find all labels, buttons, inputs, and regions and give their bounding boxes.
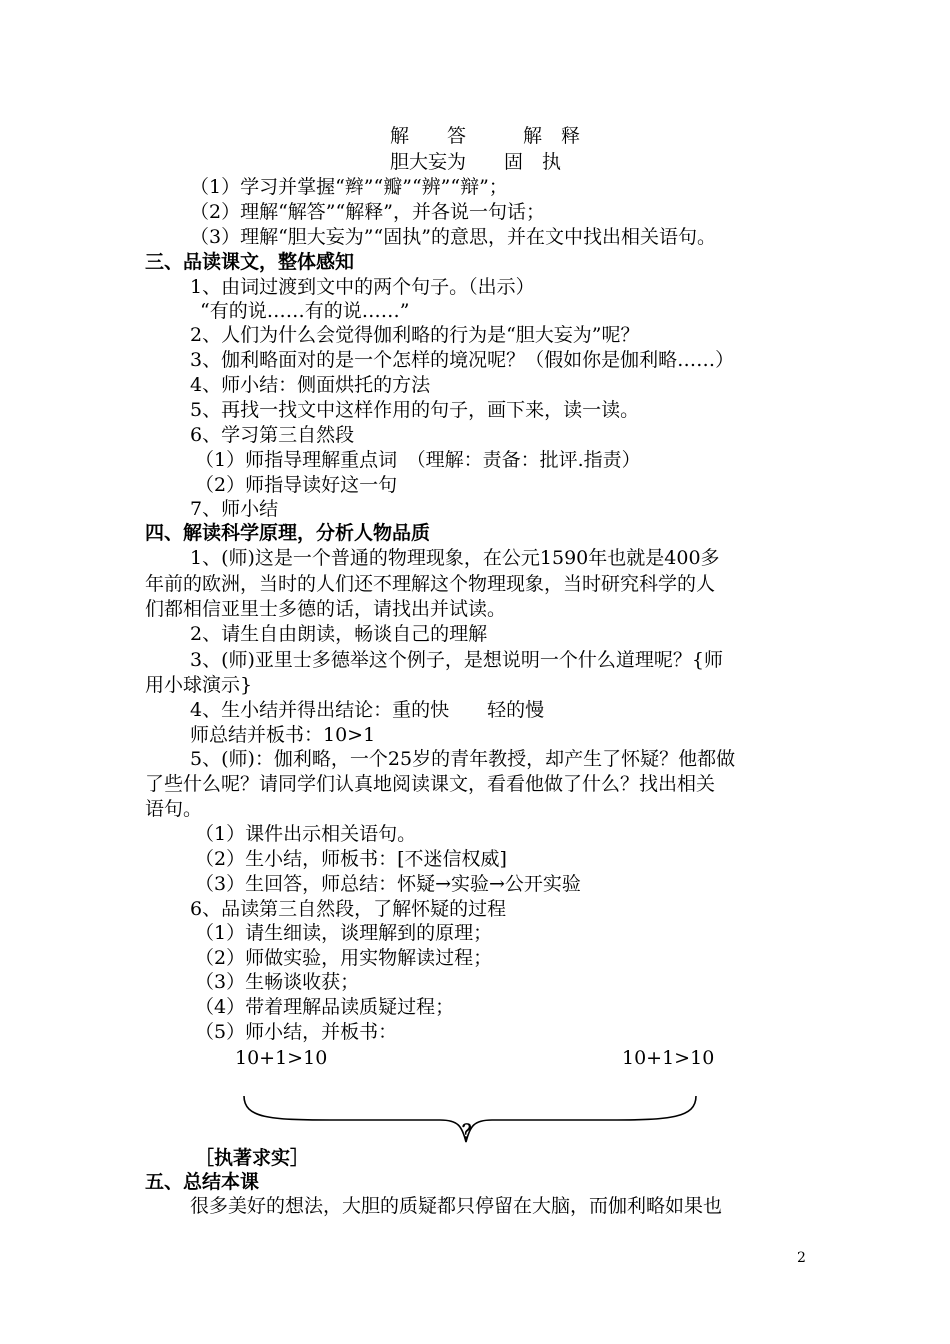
formula-right: 10+1>10: [622, 1047, 715, 1069]
section-heading: 四、解读科学原理，分析人物品质: [145, 522, 431, 544]
text-line: 2、请生自由朗读，畅谈自己的理解: [190, 623, 488, 645]
text-line: （1）师指导理解重点词 （理解：责备：批评.指责）: [195, 449, 641, 471]
text-line: 了些什么呢？请同学们认真地阅读课文，看看他做了什么？找出相关: [145, 773, 716, 795]
text-line: （1）请生细读，谈理解到的原理；: [195, 922, 493, 944]
text-line: （1）课件出示相关语句。: [195, 823, 417, 845]
text-line: （4）带着理解品读质疑过程；: [195, 996, 455, 1018]
text-line: （2）师指导读好这一句: [195, 474, 398, 496]
text-line: （1）学习并掌握“辫”“瓣”“辨”“辩”；: [190, 176, 508, 198]
text-line: 2、人们为什么会觉得伽利略的行为是“胆大妄为”呢？: [190, 324, 640, 346]
text-line: 师总结并板书：10>1: [190, 724, 376, 746]
text-line: （3）生畅谈收获；: [195, 971, 360, 993]
section-heading: 五、总结本课: [145, 1171, 260, 1193]
text-line: （3）生回答，师总结：怀疑→实验→公开实验: [195, 873, 581, 895]
page-number: 2: [797, 1250, 806, 1266]
text-line: （2）理解“解答”“解释”，并各说一句话；: [190, 201, 545, 223]
vocab-row-2: 胆大妄为 固 执: [390, 151, 562, 173]
text-line: 3、(师)亚里士多德举这个例子，是想说明一个什么道理呢？{师: [190, 649, 724, 671]
text-line: （2）生小结，师板书：[不迷信权威]: [195, 848, 507, 870]
text-line: 7、师小结: [190, 498, 279, 520]
text-line: 年前的欧洲，当时的人们还不理解这个物理现象，当时研究科学的人: [145, 573, 716, 595]
text-line: 4、生小结并得出结论：重的快 轻的慢: [190, 699, 545, 721]
vocab-row-1: 解 答 解 释: [390, 125, 581, 147]
text-line: 用小球演示}: [145, 674, 253, 696]
text-line: （2）师做实验，用实物解读过程；: [195, 947, 493, 969]
text-line: 1、由词过渡到文中的两个句子。（出示）: [190, 276, 535, 298]
text-line: （5）师小结，并板书：: [195, 1021, 398, 1043]
text-line: 1、(师)这是一个普通的物理现象，在公元1590年也就是400多: [190, 547, 720, 569]
text-line: “有的说……有的说……”: [200, 300, 410, 322]
text-line: （3）理解“胆大妄为”“固执”的意思，并在文中找出相关语句。: [190, 226, 716, 248]
text-line: 很多美好的想法，大胆的质疑都只停留在大脑，而伽利略如果也: [190, 1195, 723, 1217]
text-line: 6、学习第三自然段: [190, 424, 355, 446]
text-line: 5、再找一找文中这样作用的句子，画下来，读一读。: [190, 399, 640, 421]
text-line: 语句。: [145, 798, 203, 820]
section-heading: 三、品读课文，整体感知: [145, 251, 355, 273]
formula-left: 10+1>10: [235, 1047, 328, 1069]
question-mark: ？: [462, 1121, 482, 1143]
text-line: 5、(师)：伽利略，一个25岁的青年教授，却产生了怀疑？他都做: [190, 748, 736, 770]
board-keyword: ［执著求实］: [195, 1147, 310, 1169]
text-line: 们都相信亚里士多德的话，请找出并试读。: [145, 598, 507, 620]
text-line: 6、品读第三自然段，了解怀疑的过程: [190, 898, 507, 920]
text-line: 4、师小结：侧面烘托的方法: [190, 374, 431, 396]
text-line: 3、伽利略面对的是一个怎样的境况呢？（假如你是伽利略……）: [190, 349, 735, 371]
